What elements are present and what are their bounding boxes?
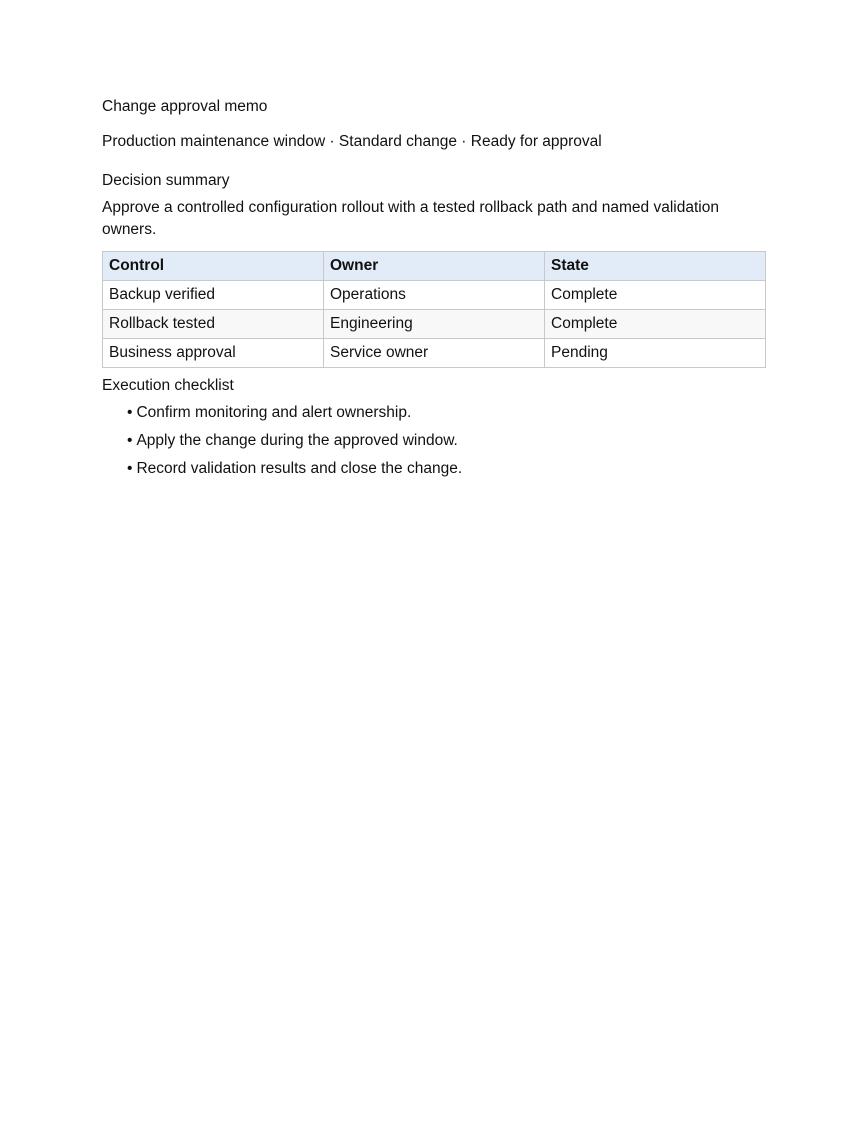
memo-subtitle: Production maintenance window · Standard change · Ready for approval: [102, 133, 602, 150]
list-item: [127, 458, 766, 479]
execution-checklist: [102, 402, 766, 479]
table-header-row: [103, 252, 766, 281]
cell-state: Complete: [545, 310, 766, 339]
list-item-text: Confirm monitoring and alert ownership.: [136, 404, 412, 421]
list-item-text: Record validation results and close the change.: [136, 460, 463, 477]
cell-owner: Engineering: [324, 310, 545, 339]
cell-control: Backup verified: [103, 281, 324, 310]
cell-owner: Service owner: [324, 339, 545, 368]
column-header-owner: Owner: [324, 252, 545, 281]
cell-state: Complete: [545, 281, 766, 310]
bullet-icon: •: [127, 404, 133, 421]
decision-summary-heading: Decision summary: [102, 172, 230, 189]
column-header-control: Control: [103, 252, 324, 281]
memo-title: Change approval memo: [102, 98, 268, 115]
column-header-state: State: [545, 252, 766, 281]
cell-state: Pending: [545, 339, 766, 368]
cell-control: Rollback tested: [103, 310, 324, 339]
table-row: [103, 281, 766, 310]
controls-table: [102, 251, 766, 368]
memo-document: [102, 96, 766, 486]
bullet-icon: •: [127, 432, 133, 449]
bullet-icon: •: [127, 460, 133, 477]
execution-checklist-heading: Execution checklist: [102, 377, 234, 394]
list-item: [127, 402, 766, 423]
list-item: [127, 430, 766, 451]
list-item-text: Apply the change during the approved window.: [136, 432, 458, 449]
cell-owner: Operations: [324, 281, 545, 310]
table-row: [103, 310, 766, 339]
cell-control: Business approval: [103, 339, 324, 368]
table-row: [103, 339, 766, 368]
decision-summary-text: Approve a controlled configuration rollout with a tested rollback path and named validation owners.: [102, 199, 719, 238]
